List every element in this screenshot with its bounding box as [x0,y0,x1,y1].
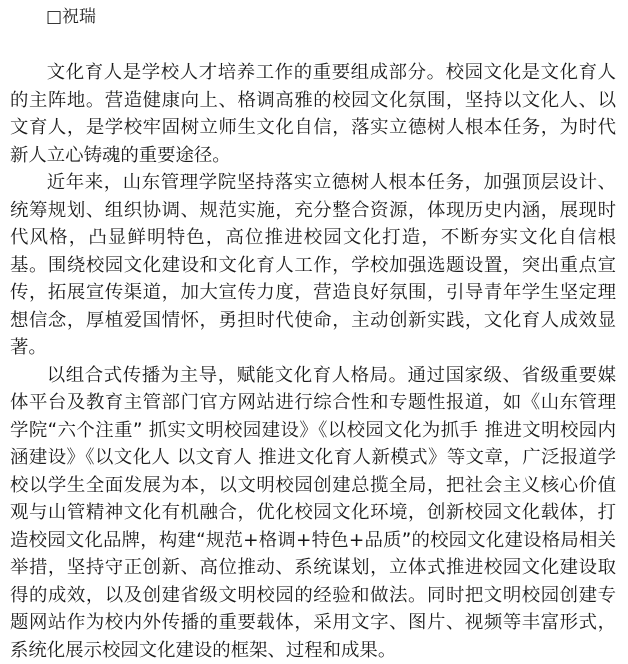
paragraph-3: 以组合式传播为主导，赋能文化育人格局。通过国家级、省级重要媒体平台及教育主管部门官方网站进行综合性和专题性报道，如《山东管理学院“六个注重” 抓实文明校园建设》《以校园文化为抓手 推进文明校园内涵建设》《以文化人 以文育人 推进文化育人新模式》等文章，广泛报道学校以学生全面发展为本，以文明校园创建总揽全局，把社会主义核心价值观与山管精神文化有机融合，优化校园文化环境，创新校园文化载体，打造校园文化品牌，构建“规范+格调+特色+品质”的校园文化建设格局相关举措，坚持守正创新、高位推动、系统谋划，立体式推进校园文化建设取得的成效，以及创建省级文明校园的经验和做法。同时把文明校园创建专题网站作为校内外传播的重要载体，采用文字、图片、视频等丰富形式，系统化展示校园文化建设的框架、过程和成果。 [10,362,616,664]
paragraph-1: 文化育人是学校人才培养工作的重要组成部分。校园文化是文化育人的主阵地。营造健康向上、格调高雅的校园文化氛围，坚持以文化人、以文育人，是学校牢固树立师生文化自信，落实立德树人根本任务，为时代新人立心铸魂的重要途径。 [10,59,616,169]
paragraph-2: 近年来，山东管理学院坚持落实立德树人根本任务，加强顶层设计、统筹规划、组织协调、规范实施，充分整合资源，体现历史内涵，展现时代风格，凸显鲜明特色，高位推进校园文化打造，不断夯实文化自信根基。围绕校园文化建设和文化育人工作，学校加强选题设置，突出重点宣传，拓展宣传渠道，加大宣传力度，营造良好氛围，引导青年学生坚定理想信念，厚植爱国情怀，勇担时代使命，主动创新实践，文化育人成效显著。 [10,169,616,362]
article-body [10,59,616,664]
author-byline: □祝瑞 [46,6,96,28]
